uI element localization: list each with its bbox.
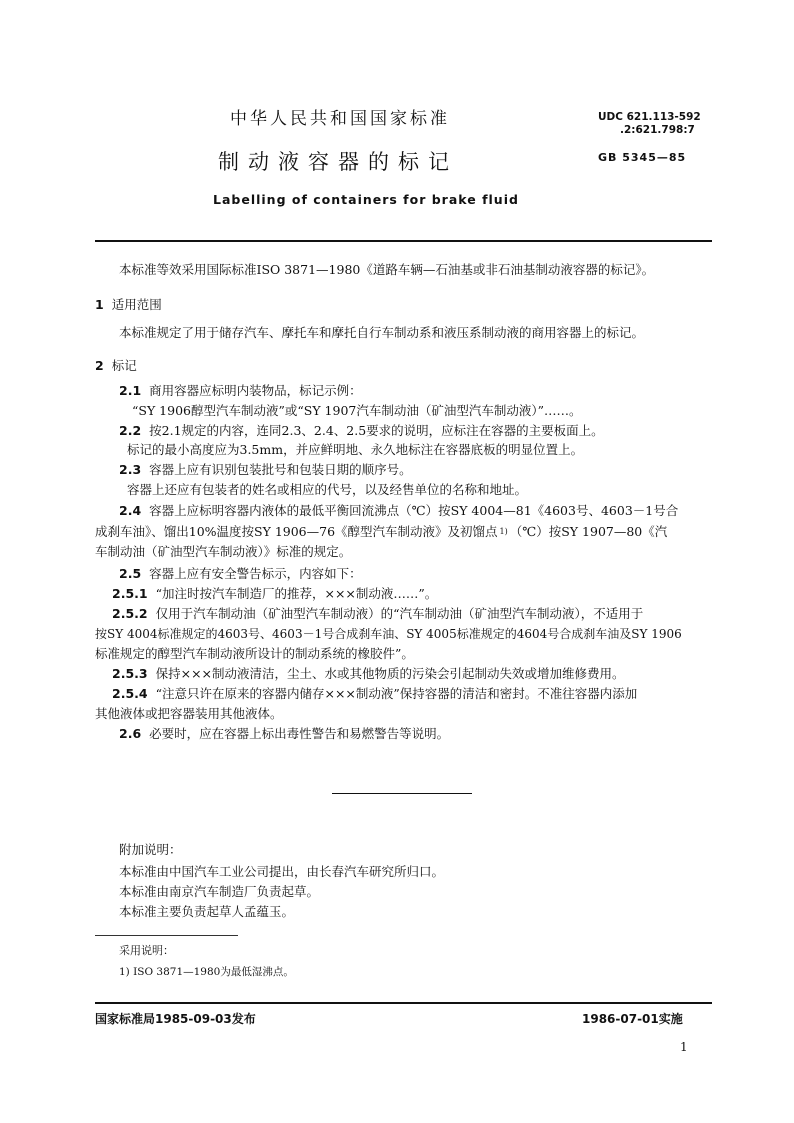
udc-code: [598, 111, 701, 137]
clause-2-3-continued: 容器上还应有包装者的姓名或相应的代号，以及经售单位的名称和地址。: [127, 482, 528, 497]
document-title: 中华人民共和国国家标准: [230, 109, 450, 129]
clause-text: 保持×××制动液清洁，尘土、水或其他物质的污染会引起制动失效或增加维修费用。: [155, 666, 625, 681]
standard-name: 制动液容器的标记: [218, 150, 458, 174]
clause-text: 商用容器应标明内装物品，标记示例：: [149, 383, 362, 398]
clause-2-5-1: [112, 586, 437, 602]
clause-2-4-line-3: 车制动油（矿油型汽车制动液）》标准的规定。: [95, 544, 352, 559]
section-1-heading: [95, 297, 162, 313]
clause-2-2-continued: 标记的最小高度应为3.5mm，并应鲜明地、永久地标注在容器底板的明显位置上。: [127, 442, 584, 457]
clause-number: 2.5.2: [112, 606, 148, 621]
clause-2-5-2-line-2: 按SY 4004标准规定的4603号、4603－1号合成刹车油、SY 4005标准规定的4604号合成刹车油及SY 1906: [95, 627, 682, 641]
clause-number: 2.5.4: [112, 686, 148, 701]
udc-line-1: UDC 621.113-592: [598, 111, 701, 123]
clause-text: “加注时按汽车制造厂的推荐，×××制动液……”。: [155, 586, 438, 601]
english-title: Labelling of containers for brake fluid: [213, 192, 519, 207]
section-2-heading: [95, 358, 137, 374]
footnote-text: 1) ISO 3871—1980为最低湿沸点。: [119, 966, 294, 978]
clause-text: “注意只许在原来的容器内储存×××制动液”保持容器的清洁和密封。不准往容器内添加: [155, 686, 638, 701]
issue-date: 国家标准局1985-09-03发布: [95, 1012, 256, 1026]
clause-2-5-4-line-2: 其他液体或把容器装用其他液体。: [95, 706, 283, 721]
footnote-marker: 1): [499, 527, 508, 536]
footnote-rule: [95, 935, 238, 936]
clause-number: 2.5.1: [112, 586, 148, 601]
clause-2-5: [119, 566, 362, 582]
section-1-text: 本标准规定了用于储存汽车、摩托车和摩托自行车制动系和液压系制动液的商用容器上的标记。: [119, 325, 645, 340]
additional-note-1: 本标准由中国汽车工业公司提出，由长春汽车研究所归口。: [119, 864, 445, 879]
footnote-heading: 采用说明：: [119, 944, 174, 957]
clause-2-1-example: “SY 1906醇型汽车制动液”或“SY 1907汽车制动油（矿油型汽车制动液）”……。: [132, 403, 582, 418]
intro-paragraph: 本标准等效采用国际标准ISO 3871—1980《道路车辆—石油基或非石油基制动液容器的标记》。: [119, 262, 655, 277]
section-number: 2: [95, 358, 104, 373]
clause-2-5-3: [112, 666, 625, 682]
clause-text: 容器上应标明容器内液体的最低平衡回流沸点（℃）按SY 4004—81《4603号、4603－1号合: [149, 503, 679, 518]
clause-text: 成刹车油》、馏出10%温度按SY 1906—76《醇型汽车制动液》及初馏点: [95, 524, 498, 539]
clause-text: 容器上应有安全警告标示，内容如下：: [149, 566, 362, 581]
clause-number: 2.3: [119, 462, 142, 477]
clause-2-1: [119, 383, 362, 399]
clause-text: （℃）按SY 1907—80《汽: [509, 524, 668, 539]
page-number: 1: [680, 1040, 688, 1054]
footer-divider: [95, 1002, 712, 1004]
additional-note-2: 本标准由南京汽车制造厂负责起草。: [119, 884, 320, 899]
clause-2-5-2: [112, 606, 643, 622]
standard-number: GB 5345—85: [598, 151, 687, 164]
clause-2-3: [119, 462, 412, 478]
clause-number: 2.5: [119, 566, 142, 581]
section-title: 标记: [111, 358, 137, 373]
section-title: 适用范围: [111, 297, 162, 312]
clause-2-2: [119, 423, 604, 439]
clause-2-6: [119, 726, 449, 742]
clause-number: 2.4: [119, 503, 142, 518]
clause-text: 按2.1规定的内容，连同2.3、2.4、2.5要求的说明，应标注在容器的主要板面上。: [149, 423, 604, 438]
clause-2-5-2-line-3: 标准规定的醇型汽车制动液所设计的制动系统的橡胶件”。: [95, 646, 414, 661]
section-number: 1: [95, 297, 104, 312]
effective-date: 1986-07-01实施: [582, 1012, 683, 1026]
clause-2-4: [119, 503, 678, 519]
clause-2-4-line-2: [95, 524, 667, 540]
clause-number: 2.2: [119, 423, 142, 438]
clause-number: 2.5.3: [112, 666, 148, 681]
end-of-text-rule: [332, 793, 472, 794]
udc-line-2: .2:621.798:7: [620, 124, 695, 136]
clause-text: 必要时，应在容器上标出毒性警告和易燃警告等说明。: [149, 726, 450, 741]
clause-text: 仅用于汽车制动油（矿油型汽车制动液）的“汽车制动油（矿油型汽车制动液），不适用于: [155, 606, 644, 621]
clause-2-5-4: [112, 686, 637, 702]
clause-number: 2.6: [119, 726, 142, 741]
additional-note-3: 本标准主要负责起草人孟蕴玉。: [119, 904, 295, 919]
additional-notes-heading: 附加说明：: [119, 842, 182, 857]
clause-text: 容器上应有识别包装批号和包装日期的顺序号。: [149, 462, 412, 477]
clause-number: 2.1: [119, 383, 142, 398]
header-divider: [95, 240, 712, 242]
